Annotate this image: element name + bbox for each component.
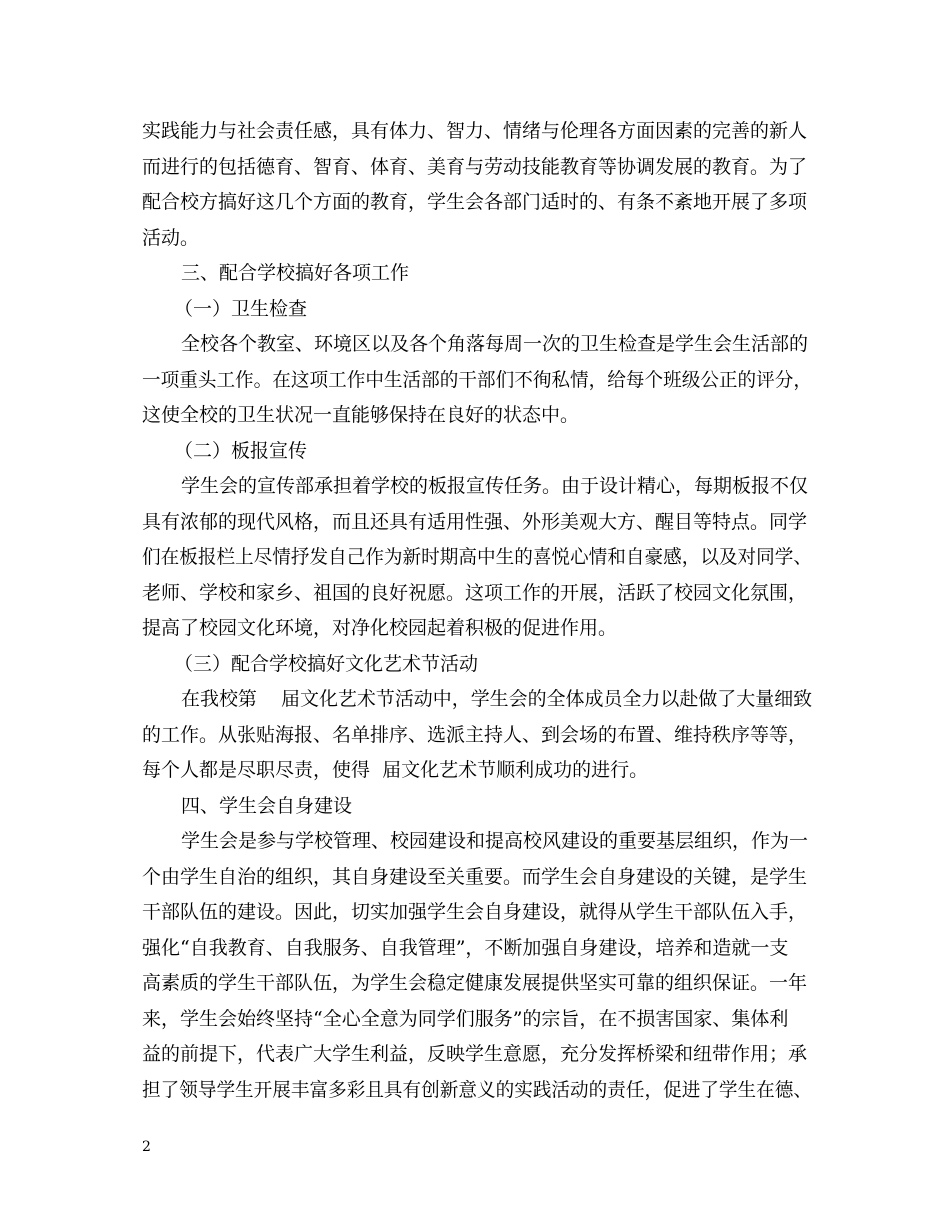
- page-number: 2: [142, 1139, 151, 1155]
- text-line: 每个人都是尽职尽责，使得 届文化艺术节顺利成功的进行。: [142, 759, 649, 781]
- text-line: 学生会的宣传部承担着学校的板报宣传任务。由于设计精心，每期板报不仅: [181, 475, 809, 497]
- section-heading: 四、学生会自身建设: [181, 795, 353, 817]
- text-line: 一项重头工作。在这项工作中生活部的干部们不徇私情，给每个班级公正的评分，: [142, 369, 812, 391]
- text-line: 配合校方搞好这几个方面的教育，学生会各部门适时的、有条不紊地开展了多项: [142, 191, 808, 213]
- subsection-heading: （二）板报宣传: [174, 440, 308, 462]
- text-line: 们在板报栏上尽情抒发自己作为新时期高中生的喜悦心情和自豪感，以及对同学、: [142, 546, 812, 568]
- section-heading: 三、配合学校搞好各项工作: [181, 262, 410, 284]
- text-line: 全校各个教室、环境区以及各个角落每周一次的卫生检查是学生会生活部的: [181, 333, 809, 355]
- subsection-heading: （一）卫生检查: [174, 298, 308, 320]
- text-line: 实践能力与社会责任感，具有体力、智力、情绪与伦理各方面因素的完善的新人: [142, 120, 808, 142]
- text-line: 担了领导学生开展丰富多彩且具有创新意义的实践活动的责任，促进了学生在德、: [142, 1079, 812, 1101]
- text-line: 的工作。从张贴海报、名单排序、选派主持人、到会场的布置、维持秩序等等，: [142, 724, 808, 746]
- text-line: 来，学生会始终坚持“全心全意为同学们服务”的宗旨，在不损害国家、集体利: [142, 1008, 789, 1030]
- text-line: 个由学生自治的组织，其自身建设至关重要。而学生会自身建设的关键，是学生: [142, 866, 808, 888]
- text-line: 具有浓郁的现代风格，而且还具有适用性强、外形美观大方、醒目等特点。同学: [142, 511, 808, 533]
- text-line: 强化“自我教育、自我服务、自我管理”，不断加强自身建设，培养和造就一支: [142, 937, 789, 959]
- text-line: 干部队伍的建设。因此，切实加强学生会自身建设，就得从学生干部队伍入手，: [142, 901, 808, 923]
- text-line: 老师、学校和家乡、祖国的良好祝愿。这项工作的开展，活跃了校园文化氛围，: [142, 582, 808, 604]
- text-line: 活动。: [142, 227, 200, 249]
- text-line: 益的前提下，代表广大学生利益，反映学生意愿，充分发挥桥梁和纽带作用；承: [142, 1043, 808, 1065]
- text-line: 学生会是参与学校管理、校园建设和提高校风建设的重要基层组织，作为一: [181, 830, 809, 852]
- text-line: 这使全校的卫生状况一直能够保持在良好的状态中。: [142, 404, 580, 426]
- text-line: 高素质的学生干部队伍，为学生会稳定健康发展提供坚实可靠的组织保证。一年: [142, 972, 808, 994]
- subsection-heading: （三）配合学校搞好文化艺术节活动: [174, 653, 479, 675]
- text-line: 在我校第 届文化艺术节活动中，学生会的全体成员全力以赴做了大量细致: [181, 688, 813, 710]
- text-line: 提高了校园文化环境，对净化校园起着积极的促进作用。: [142, 617, 618, 639]
- text-line: 而进行的包括德育、智育、体育、美育与劳动技能教育等协调发展的教育。为了: [142, 156, 808, 178]
